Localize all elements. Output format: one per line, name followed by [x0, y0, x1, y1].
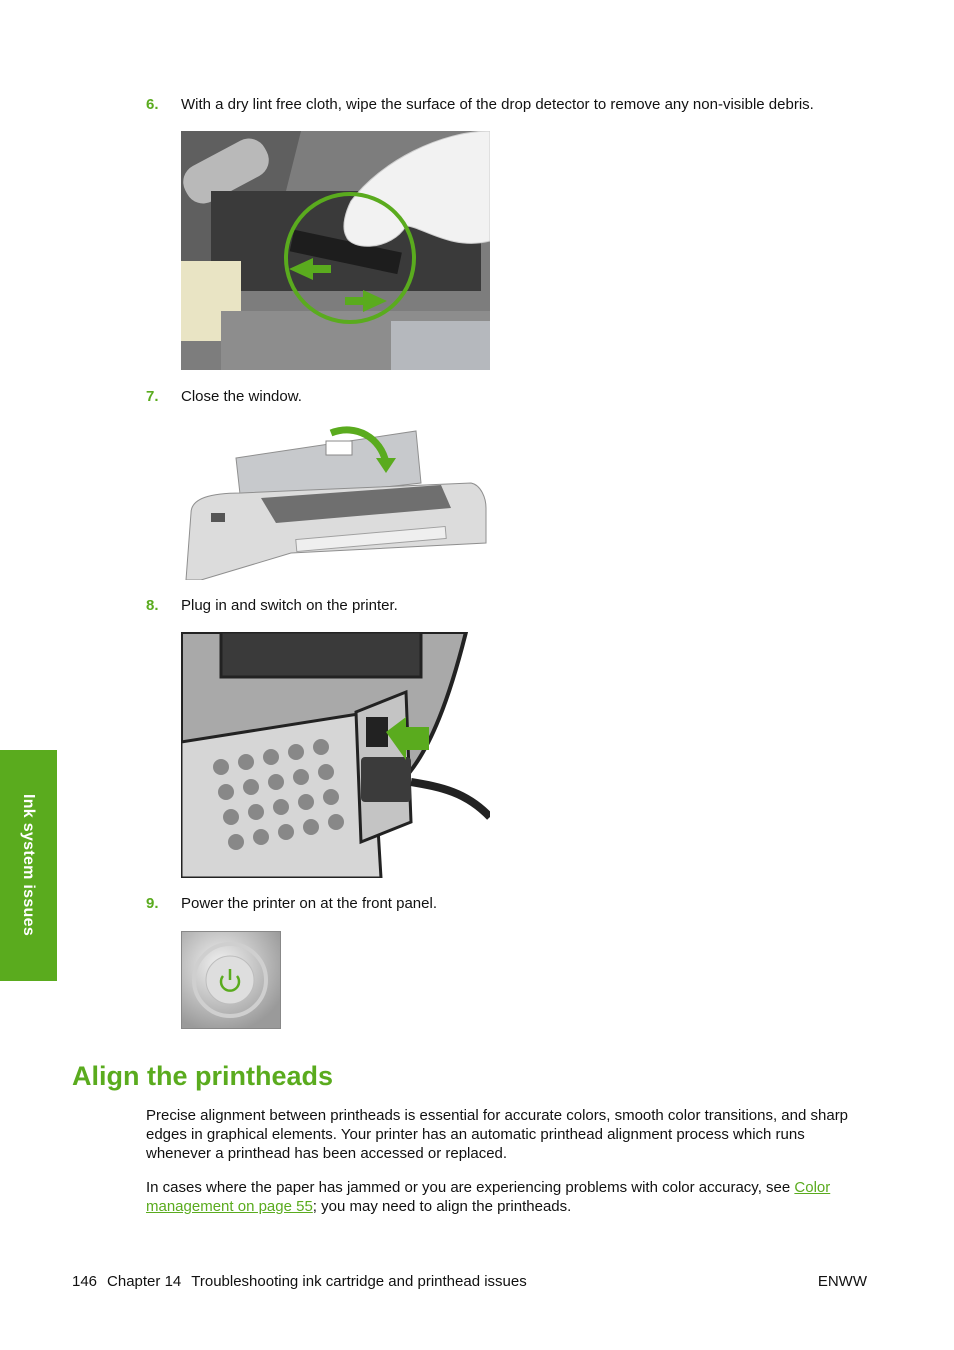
- paragraph-text: ; you may need to align the printheads.: [312, 1198, 572, 1215]
- step-text: Close the window.: [181, 388, 302, 405]
- step-text: Power the printer on at the front panel.: [181, 895, 437, 912]
- close-window-illustration: [181, 423, 490, 580]
- step-number: 8.: [146, 597, 159, 614]
- page-number: 146: [72, 1273, 98, 1290]
- paragraph-alignment-reference: [146, 1178, 871, 1216]
- paragraph-text: In cases where the paper has jammed or you are experiencing problems with color accuracy, see: [146, 1179, 795, 1196]
- plug-in-power-illustration: [181, 632, 490, 878]
- color-management-link[interactable]: Color management on page 55: [146, 1179, 831, 1215]
- power-button-illustration: [181, 931, 281, 1029]
- step-number: 6.: [146, 96, 159, 113]
- chapter-title: Troubleshooting ink cartridge and printhead issues: [191, 1273, 527, 1290]
- paragraph-alignment-intro: Precise alignment between printheads is essential for accurate colors, smooth color transitions, and sharp edges in graphical elements. Your printer has an automatic printhead alignment process which runs whenever a printhead has been accessed or replaced.: [146, 1107, 849, 1162]
- step-number: 9.: [146, 895, 159, 912]
- step-text: Plug in and switch on the printer.: [181, 597, 398, 614]
- step-text: With a dry lint free cloth, wipe the surface of the drop detector to remove any non-visible debris.: [181, 96, 814, 113]
- step-number: 7.: [146, 388, 159, 405]
- side-tab: [0, 750, 57, 981]
- section-heading: Align the printheads: [72, 1061, 334, 1091]
- chapter-label: Chapter 14: [107, 1273, 182, 1290]
- drop-detector-wipe-illustration: [181, 131, 490, 370]
- footer-right: ENWW: [817, 1273, 867, 1290]
- footer-left: [72, 1272, 527, 1292]
- side-tab-label: Ink system issues: [20, 793, 37, 937]
